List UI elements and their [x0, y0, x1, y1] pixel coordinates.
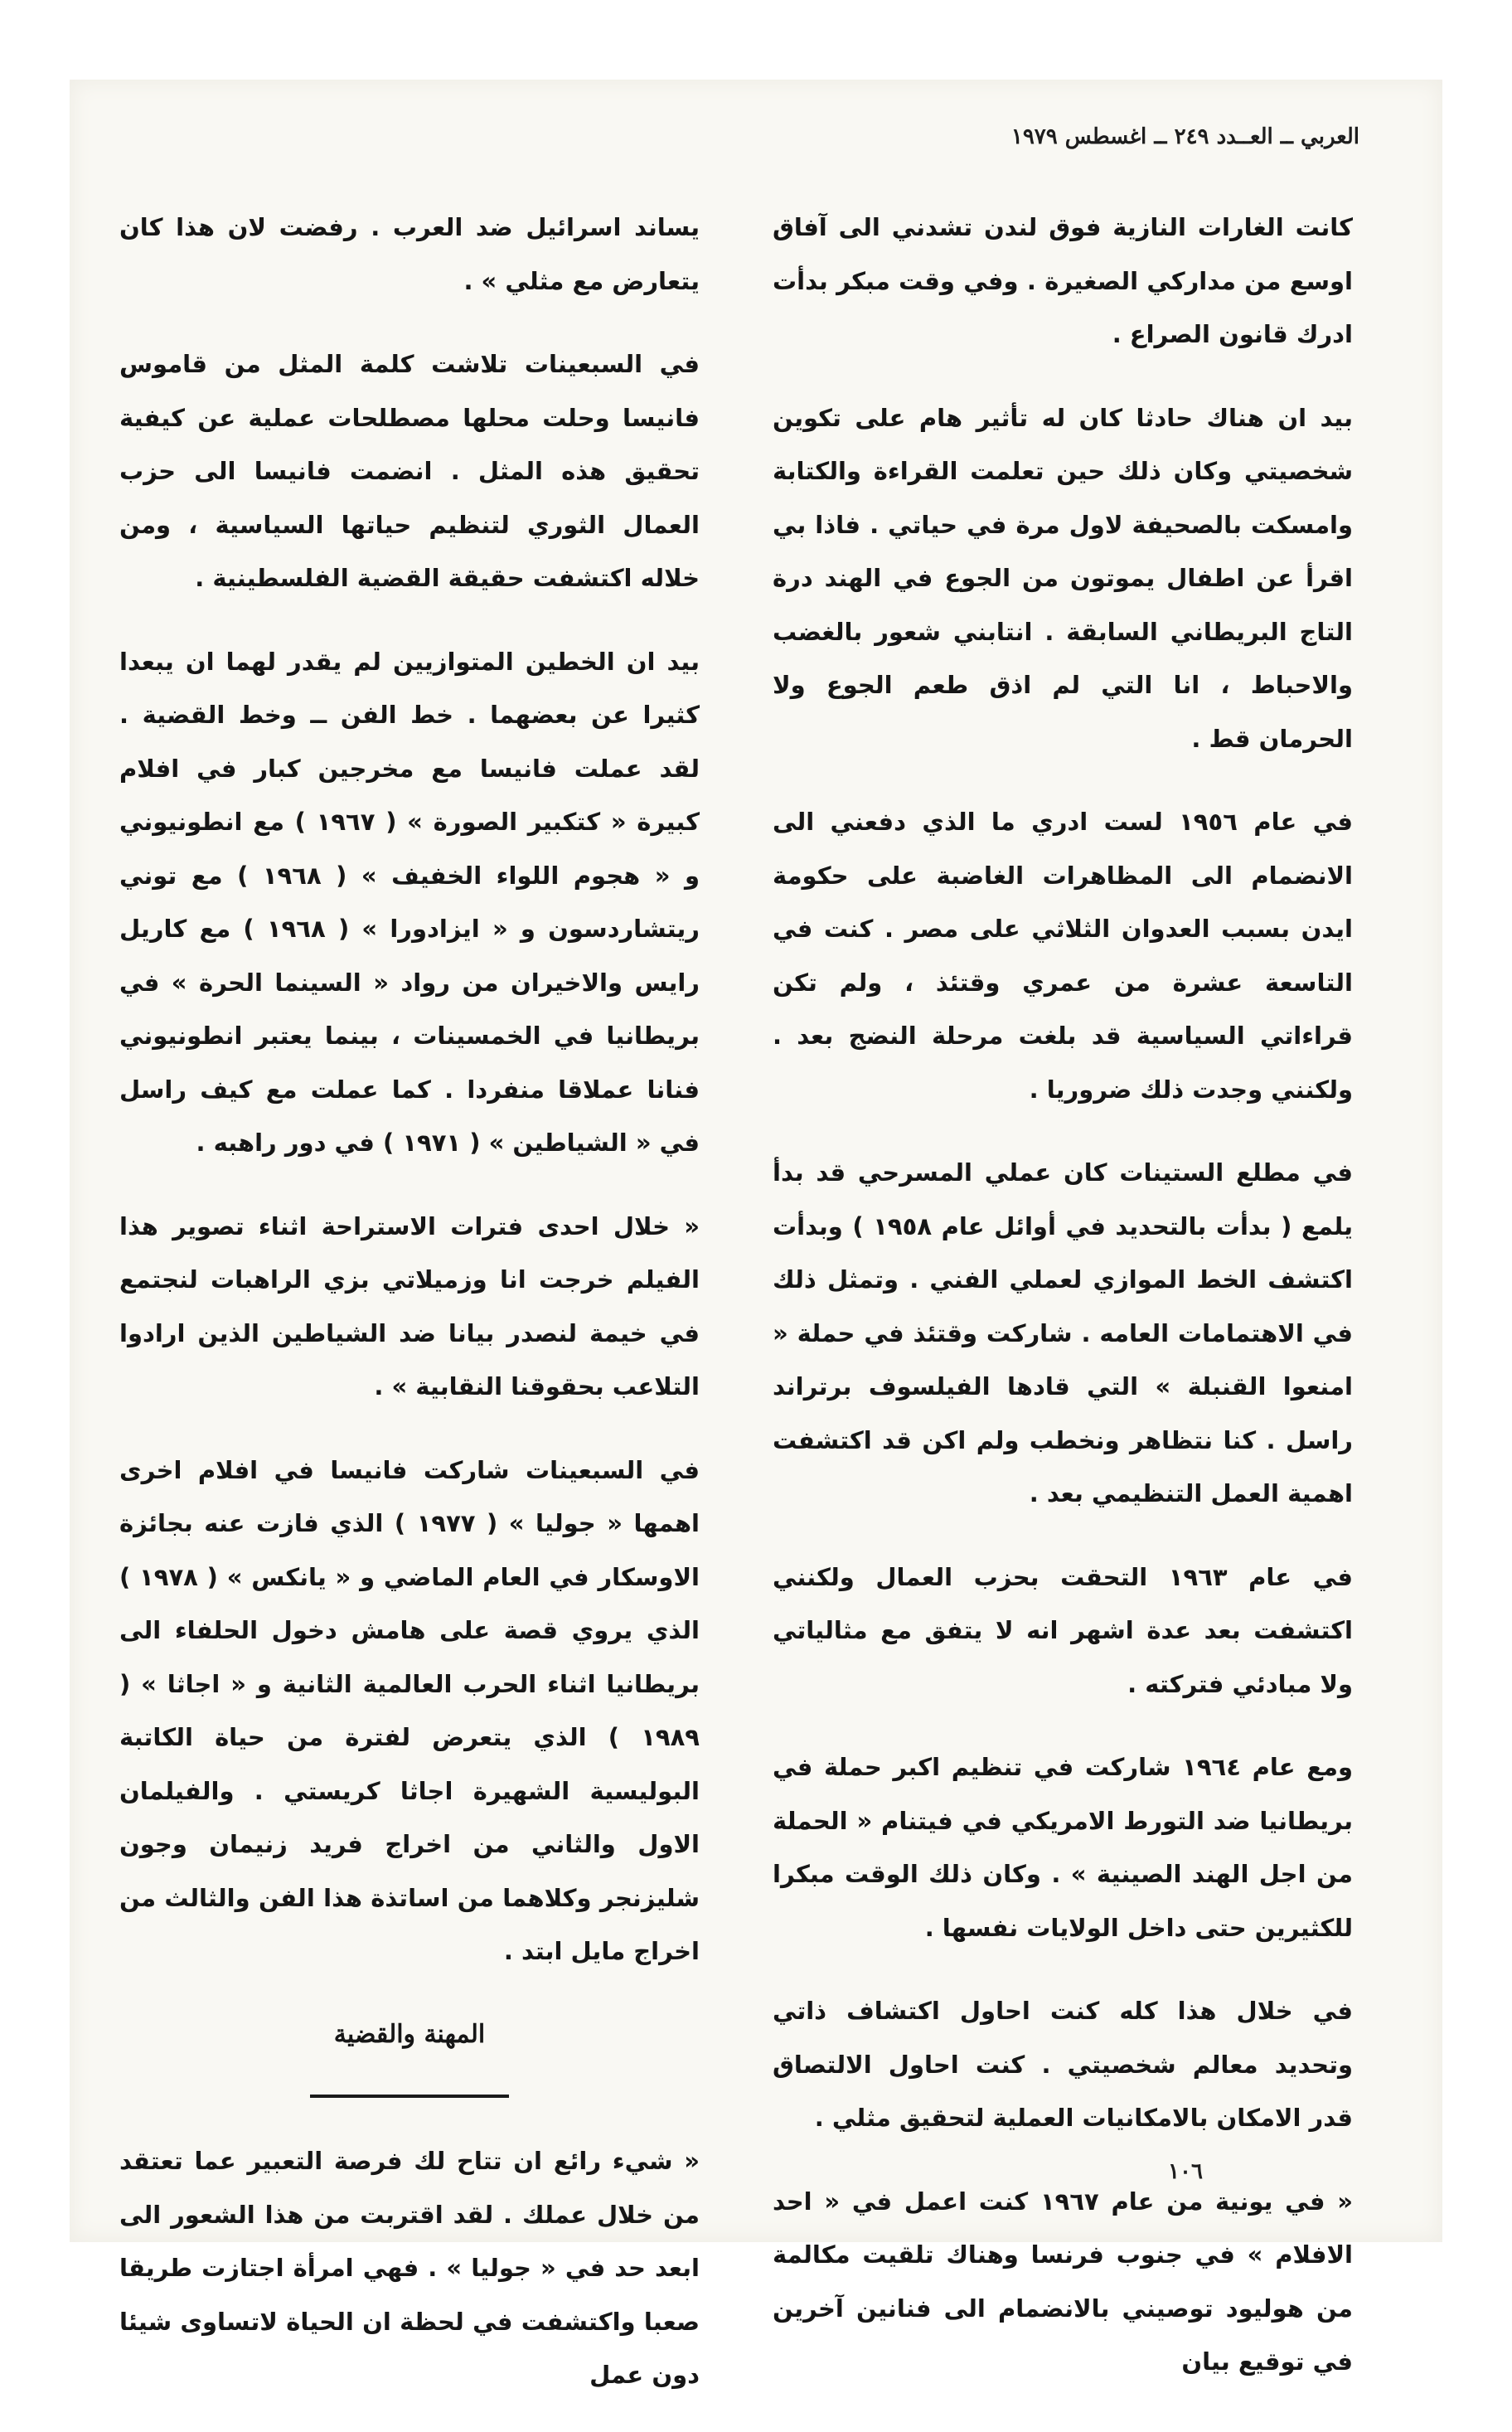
paragraph: « خلال احدى فترات الاستراحة اثناء تصوير هذا الفيلم خرجت انا وزميلاتي بزي الراهبات لنجتمع في خيمة لنصدر بيانا ضد الشياطين الذين ارادوا التلاعب بحقوقنا النقابية » .: [119, 1211, 700, 1400]
paragraph: « في يونية من عام ١٩٦٧ كنت اعمل في « احد الافلام » في جنوب فرنسا وهناك تلقيت مكالمة من هوليود توصيني بالانضمام الى فنانين آخرين في توقيع بيان: [773, 2187, 1353, 2376]
running-header: العربي ــ العــدد ٢٤٩ ــ اغسطس ١٩٧٩: [1010, 124, 1359, 149]
page-number: ١٠٦: [1168, 2159, 1203, 2184]
paragraph: في عام ١٩٥٦ لست ادري ما الذي دفعني الى الانضمام الى المظاهرات الغاضبة على حكومة ايدن بسبب العدوان الثلاثي على مصر . كنت في التاسعة عشرة من عمري وقتئذ ، ولم تكن قراءاتي السياسية قد بلغت مرحلة النضج بعد . ولكنني وجدت ذلك ضروريا .: [773, 808, 1353, 1104]
paragraph: بيد ان هناك حادثا كان له تأثير هام على تكوين شخصيتي وكان ذلك حين تعلمت القراءة والكتابة وامسكت بالصحيفة لاول مرة في حياتي . فاذا بي اقرأ عن اطفال يموتون من الجوع في الهند درة التاج البريطاني السابقة . انتابني شعور بالغضب والاحباط ، انا التي لم اذق طعم الجوع ولا الحرمان قط .: [773, 403, 1353, 753]
paragraph: في خلال هذا كله كنت احاول اكتشاف ذاتي وتحديد معالم شخصيتي . كنت احاول الالتصاق قدر الامكان بالامكانيات العملية لتحقيق مثلي .: [773, 1997, 1353, 2132]
paragraph: كانت الغارات النازية فوق لندن تشدني الى آفاق اوسع من مداركي الصغيرة . وفي وقت مبكر بدأت ادرك قانون الصراع .: [773, 213, 1353, 348]
left-column: [119, 201, 700, 2432]
section-subheading: المهنة والقضية: [333, 2019, 486, 2049]
paragraph: في مطلع الستينات كان عملي المسرحي قد بدأ يلمع ( بدأت بالتحديد في أوائل عام ١٩٥٨ ) وبدأت اكتشف الخط الموازي لعملي الفني . وتمثل ذلك في الاهتمامات العامه . شاركت وقتئذ في حملة « امنعوا القنبلة » التي قادها الفيلسوف برتراند راسل . كنا نتظاهر ونخطب ولم اكن قد اكتشفت اهمية العمل التنظيمي بعد .: [773, 1158, 1353, 1507]
paragraph: ومع عام ١٩٦٤ شاركت في تنظيم اكبر حملة في بريطانيا ضد التورط الامريكي في فيتنام « الحملة من اجل الهند الصينية » . وكان ذلك الوقت مبكرا للكثيرين حتى داخل الولايات نفسها .: [773, 1753, 1353, 1942]
paragraph: « شيء رائع ان تتاح لك فرصة التعبير عما تعتقد من خلال عملك . لقد اقتربت من هذا الشعور الى ابعد حد في « جوليا » . فهي امرأة اجتازت طريقا صعبا واكتشفت في لحظة ان الحياة لاتساوى شيئا دون عمل: [119, 2147, 700, 2389]
paragraph: بيد ان الخطين المتوازيين لم يقدر لهما ان يبعدا كثيرا عن بعضهما . خط الفن ــ وخط القضية . لقد عملت فانيسا مع مخرجين كبار في افلام كبيرة « كتكبير الصورة » ( ١٩٦٧ ) مع انطونيوني و « هجوم اللواء الخفيف » ( ١٩٦٨ ) مع توني ريتشاردسون و « ايزادورا » ( ١٩٦٨ ) مع كاريل رايس والاخيران من رواد « السينما الحرة » في بريطانيا في الخمسينات ، بينما يعتبر انطونيوني فنانا عملاقا منفردا . كما عملت مع كيف راسل في « الشياطين » ( ١٩٧١ ) في دور راهبه .: [119, 647, 700, 1157]
paragraph: في السبعينات شاركت فانيسا في افلام اخرى اهمها « جوليا » ( ١٩٧٧ ) الذي فازت عنه بجائزة الاوسكار في العام الماضي و « يانكس » ( ١٩٧٨ ) الذي يروي قصة على هامش دخول الحلفاء الى بريطانيا اثناء الحرب العالمية الثانية و « اجاثا » ( ١٩٨٩ ) الذي يتعرض لفترة من حياة الكاتبة البوليسية الشهيرة اجاثا كريستي . والفيلمان الاول والثاني من اخراج فريد زنيمان وجون شليزنجر وكلاهما من اساتذة هذا الفن والثالث من اخراج مايل ابتد .: [119, 1455, 700, 1965]
subheading-rule: [310, 2095, 509, 2098]
paragraph: في عام ١٩٦٣ التحقت بحزب العمال ولكنني اكتشفت بعد عدة اشهر انه لا يتفق مع مثالياتي ولا مبادئي فتركته .: [773, 1562, 1353, 1698]
paragraph: في السبعينات تلاشت كلمة المثل من قاموس فانيسا وحلت محلها مصطلحات عملية عن كيفية تحقيق هذه المثل . انضمت فانيسا الى حزب العمال الثوري لتنظيم حياتها السياسية ، ومن خلاله اكتشفت حقيقة القضية الفلسطينية .: [119, 350, 700, 592]
paragraph: يساند اسرائيل ضد العرب . رفضت لان هذا كان يتعارض مع مثلي » .: [119, 213, 700, 295]
right-column: [773, 201, 1353, 2419]
